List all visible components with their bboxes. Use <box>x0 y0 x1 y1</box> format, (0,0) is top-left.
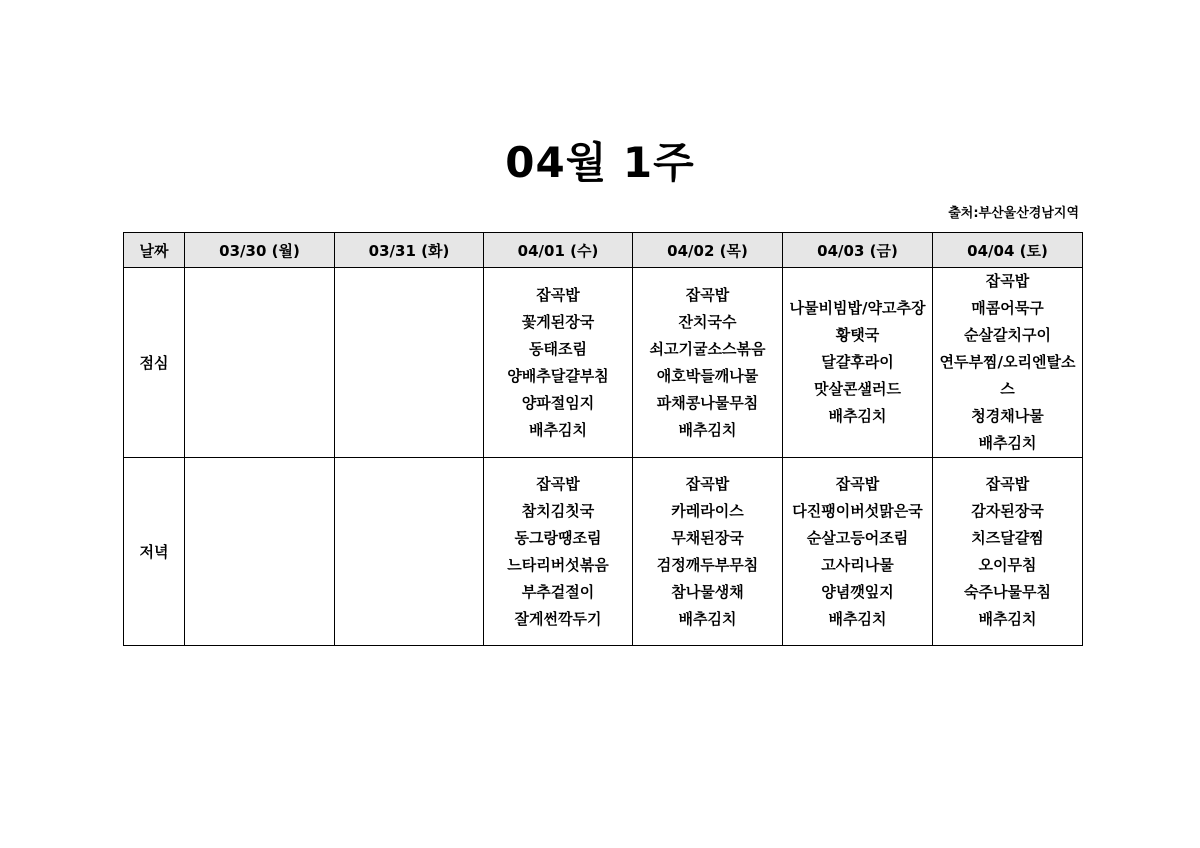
dish-item: 검정깨두부무침 <box>656 555 759 574</box>
dinner-cell <box>185 458 335 646</box>
lunch-cell <box>933 268 1083 458</box>
dinner-cell <box>335 458 484 646</box>
dish-item: 잡곡밥 <box>835 474 880 493</box>
dish-item: 잡곡밥 <box>536 285 580 304</box>
dish-item: 고사리나물 <box>821 555 894 574</box>
dish-item: 황탯국 <box>835 326 880 344</box>
dish-item: 다진팽이버섯맑은국 <box>792 501 923 520</box>
dish-item: 숙주나물무침 <box>964 582 1051 601</box>
dish-item: 배추김치 <box>678 609 737 628</box>
dish-item: 매콤어묵구 <box>971 299 1044 317</box>
header-date-label: 날짜 <box>124 233 185 268</box>
lunch-cell <box>335 268 484 458</box>
dinner-cell <box>633 458 783 646</box>
dish-item: 꽃게된장국 <box>521 312 595 331</box>
header-day: 04/04 (토) <box>933 233 1083 268</box>
dish-item: 감자된장국 <box>971 501 1044 520</box>
dish-item: 나물비빔밥/약고추장 <box>789 299 926 317</box>
dish-item: 잘게썬깍두기 <box>514 609 602 628</box>
dish-item: 파채콩나물무침 <box>656 393 759 412</box>
dish-item: 연두부찜/오리엔탈소스 <box>939 353 1076 398</box>
dish-item: 잡곡밥 <box>685 285 730 304</box>
dish-item: 참치김칫국 <box>521 501 595 520</box>
dinner-cell <box>933 458 1083 646</box>
header-day: 04/01 (수) <box>484 233 633 268</box>
lunch-cell <box>633 268 783 458</box>
dish-item: 양파절임지 <box>521 393 595 412</box>
dish-item: 순살갈치구이 <box>964 326 1051 344</box>
dinner-label: 저녁 <box>124 458 185 646</box>
page-title: 04월 1주 <box>505 138 695 187</box>
meal-table <box>123 232 1083 646</box>
dish-item: 양념깻잎지 <box>821 582 894 601</box>
dish-item: 잡곡밥 <box>985 272 1030 290</box>
dish-item: 양배추달걀부침 <box>507 366 609 385</box>
dish-item: 배추김치 <box>529 420 587 439</box>
lunch-label: 점심 <box>124 268 185 458</box>
dish-item: 청경채나물 <box>971 407 1044 425</box>
dish-item: 카레라이스 <box>671 501 744 520</box>
dinner-row <box>124 458 1083 646</box>
dish-item: 동그랑땡조림 <box>514 528 602 547</box>
header-day: 03/31 (화) <box>335 233 484 268</box>
dish-item: 동태조림 <box>529 339 587 358</box>
source-note: 출처:부산울산경남지역 <box>948 206 1079 221</box>
dish-item: 참나물생채 <box>671 582 744 601</box>
dish-item: 치즈달걀찜 <box>971 528 1044 547</box>
dish-item: 잔치국수 <box>678 312 737 331</box>
header-day: 04/02 (목) <box>633 233 783 268</box>
dish-item: 배추김치 <box>828 609 887 628</box>
lunch-cell <box>484 268 633 458</box>
dish-item: 애호박들깨나물 <box>656 366 759 385</box>
dish-item: 쇠고기굴소스볶음 <box>649 339 766 358</box>
header-day: 04/03 (금) <box>783 233 933 268</box>
dish-item: 달걀후라이 <box>821 353 894 371</box>
dinner-cell <box>484 458 633 646</box>
lunch-cell <box>185 268 335 458</box>
dish-item: 배추김치 <box>978 609 1037 628</box>
dish-item: 배추김치 <box>978 434 1037 452</box>
dish-item: 맛살콘샐러드 <box>814 380 901 398</box>
lunch-cell <box>783 268 933 458</box>
dish-item: 무채된장국 <box>671 528 744 547</box>
dish-item: 잡곡밥 <box>536 474 580 493</box>
dish-item: 오이무침 <box>978 555 1037 574</box>
dish-item: 부추겉절이 <box>521 582 595 601</box>
header-day: 03/30 (월) <box>185 233 335 268</box>
dinner-cell <box>783 458 933 646</box>
dish-item: 잡곡밥 <box>685 474 730 493</box>
dish-item: 순살고등어조림 <box>806 528 909 547</box>
header-row <box>124 233 1083 268</box>
dish-item: 배추김치 <box>828 407 887 425</box>
dish-item: 잡곡밥 <box>985 474 1030 493</box>
dish-item: 배추김치 <box>678 420 737 439</box>
dish-item: 느타리버섯볶음 <box>507 555 609 574</box>
lunch-row <box>124 268 1083 458</box>
